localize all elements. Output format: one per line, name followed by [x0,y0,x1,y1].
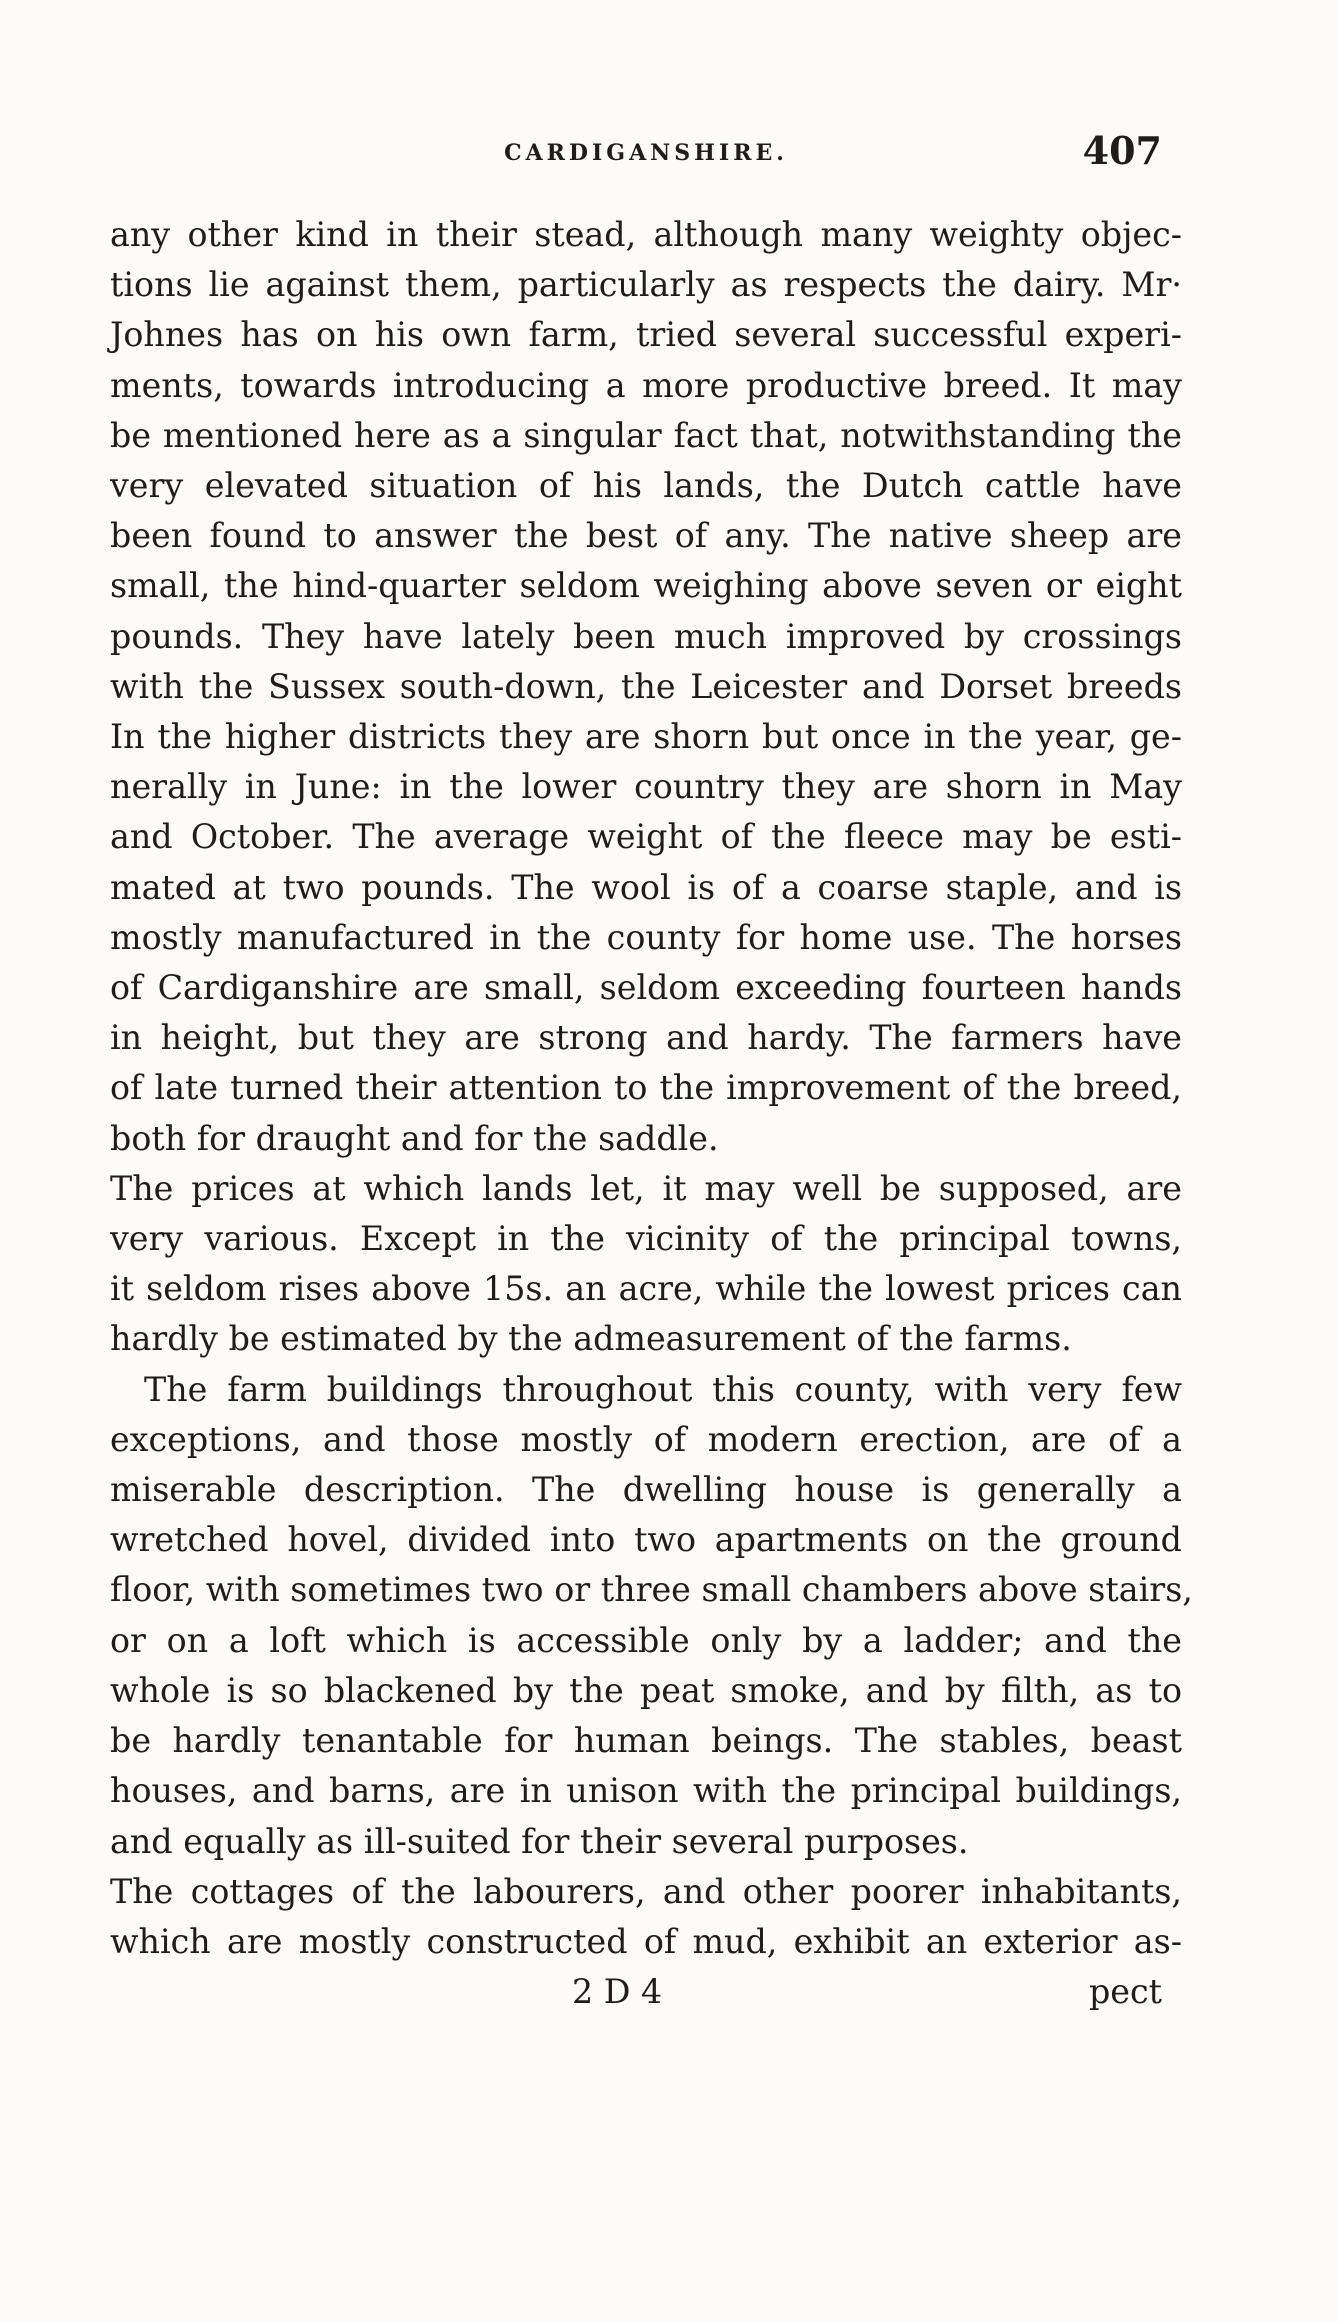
text-line: mostly manufactured in the county for home use. The horses [110,917,1182,957]
text-line: with the Sussex south-down, the Leicester and Dorset breeds [110,666,1182,706]
text-line: hardly be estimated by the admeasurement of the farms. [110,1319,1072,1359]
text-line: Johnes has on his own farm, tried several successful experi- [110,315,1182,355]
text-line: The prices at which lands let, it may well be supposed, are [110,1168,1182,1208]
paragraph-livestock [110,210,1182,1164]
text-line: and equally as ill-suited for their several purposes. [110,1821,969,1861]
paragraph-land-prices [110,1164,1182,1365]
text-line: or on a loft which is accessible only by a ladder; and the [110,1620,1182,1660]
signature-mark: 2 D 4 [572,1972,663,2012]
body-text [110,210,1193,1967]
running-head: CARDIGANSHIRE. [504,140,788,166]
text-line: exceptions, and those mostly of modern erection, are of a [110,1419,1182,1459]
text-line: wretched hovel, divided into two apartments on the ground [110,1520,1182,1560]
book-page [110,128,1193,2017]
text-line: which are mostly constructed of mud, exhibit an exterior as- [110,1921,1182,1961]
text-line: tions lie against them, particularly as respects the dairy. Mr· [110,265,1182,305]
text-line: be hardly tenantable for human beings. The stables, beast [110,1721,1182,1761]
text-line: and October. The average weight of the fleece may be esti- [110,817,1182,857]
text-line: houses, and barns, are in unison with the principal buildings, [110,1771,1182,1811]
text-line: small, the hind-quarter seldom weighing above seven or eight [110,566,1182,606]
text-line: be mentioned here as a singular fact that, notwithstanding the [110,415,1182,455]
text-line: ments, towards introducing a more productive breed. It may [110,365,1182,405]
text-line: very various. Except in the vicinity of the principal towns, [110,1219,1182,1259]
paragraph-cottages [110,1867,1182,1967]
text-line: floor, with sometimes two or three small chambers above stairs, [110,1570,1193,1610]
page-footer [110,1967,1182,2017]
text-line: in height, but they are strong and hardy. The farmers have [110,1018,1182,1058]
text-line: whole is so blackened by the peat smoke, and by filth, as to [110,1670,1182,1710]
text-line: The farm buildings throughout this county, with very few [144,1369,1182,1409]
text-line: mated at two pounds. The wool is of a coarse staple, and is [110,867,1182,907]
catchword: pect [1088,1972,1162,2012]
text-line: miserable description. The dwelling house is generally a [110,1470,1182,1510]
text-line: pounds. They have lately been much improved by crossings [110,616,1182,656]
text-line: In the higher districts they are shorn but once in the year, ge- [110,717,1182,757]
text-line: very elevated situation of his lands, the Dutch cattle have [110,466,1182,506]
page-header [110,128,1182,188]
text-line: it seldom rises above 15s. an acre, while the lowest prices can [110,1269,1182,1309]
text-line: of late turned their attention to the improvement of the breed, [110,1068,1182,1108]
text-line: The cottages of the labourers, and other poorer inhabitants, [110,1871,1182,1911]
text-line: been found to answer the best of any. The native sheep are [110,516,1182,556]
text-line: any other kind in their stead, although many weighty objec- [110,215,1182,254]
text-line: both for draught and for the saddle. [110,1118,719,1158]
text-line: of Cardiganshire are small, seldom exceeding fourteen hands [110,968,1182,1008]
text-line: nerally in June: in the lower country they are shorn in May [110,767,1182,807]
paragraph-farm-buildings [110,1365,1193,1867]
page-number: 407 [1082,128,1162,173]
